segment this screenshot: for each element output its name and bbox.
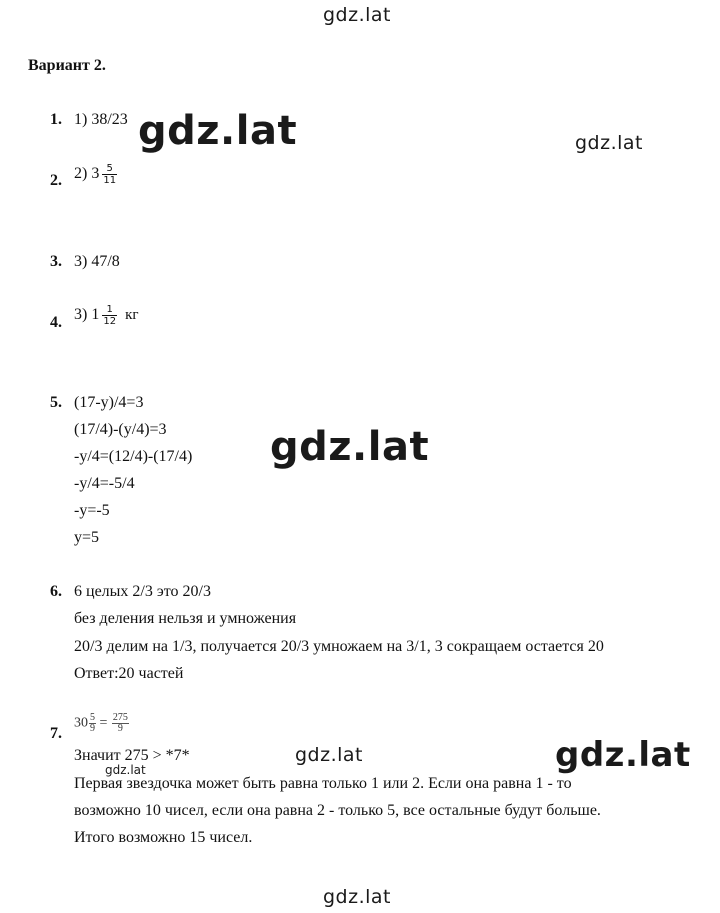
watermark-right: gdz.lat (575, 132, 644, 154)
item-2-text: 2) 3 (74, 165, 100, 183)
item-4-text: 3) 1 (74, 306, 100, 324)
watermark-tiny: gdz.lat (105, 763, 146, 777)
item-4-frac-top: 1 (102, 304, 117, 316)
item-2-frac-bottom: 11 (103, 175, 117, 186)
watermark-top: gdz.lat (323, 4, 392, 26)
item-7-line-1: Значит 275 > *7* (74, 747, 190, 764)
item-2-answer (74, 163, 117, 186)
item-3-number: 3. (50, 253, 62, 270)
item-7-line-4: Итого возможно 15 чисел. (74, 829, 253, 846)
item-4-number: 4. (50, 314, 62, 331)
item-7-f2-top: 275 (112, 712, 128, 723)
item-3-answer: 3) 47/8 (74, 253, 120, 270)
item-7-number: 7. (50, 725, 62, 742)
item-7-line-2: Первая звездочка может быть равна только 1 или 2. Если она равна 1 - то (74, 775, 572, 792)
item-6-line-1: 6 целых 2/3 это 20/3 (74, 583, 211, 600)
item-7-f1-top: 5 (90, 712, 95, 723)
item-2-frac-top: 5 (102, 163, 117, 175)
page-title: Вариант 2. (28, 57, 106, 74)
item-1-answer: 1) 38/23 (74, 111, 128, 128)
watermark-big-left: gdz.lat (138, 108, 298, 154)
item-6-line-3: 20/3 делим на 1/3, получается 20/3 умножаем на 3/1, 3 сокращаем остается 20 (74, 638, 604, 655)
item-7-fraction-2 (112, 713, 129, 734)
item-4-unit: кг (125, 307, 139, 324)
item-5-line-2: (17/4)-(y/4)=3 (74, 421, 167, 438)
item-7-fraction-1 (89, 713, 96, 734)
item-4-fraction (102, 304, 117, 327)
item-4-frac-bottom: 12 (103, 316, 117, 327)
item-2-fraction (102, 163, 117, 186)
item-5-number: 5. (50, 394, 62, 411)
item-1-number: 1. (50, 111, 62, 128)
item-7-f1-bottom: 9 (90, 723, 95, 734)
item-5-line-6: y=5 (74, 529, 100, 546)
watermark-big-center: gdz.lat (270, 424, 430, 470)
watermark-item7: gdz.lat (295, 744, 364, 766)
item-7-equation (74, 713, 129, 734)
item-6-line-2: без деления нельзя и умножения (74, 610, 297, 627)
item-4-answer (74, 304, 139, 327)
item-7-equals: = (99, 715, 108, 731)
item-2-number: 2. (50, 172, 62, 189)
item-5-line-3: -y/4=(12/4)-(17/4) (74, 448, 193, 465)
item-7-line-3: возможно 10 чисел, если она равна 2 - только 5, все остальные будут больше. (74, 802, 601, 819)
item-5-line-5: -y=-5 (74, 502, 110, 519)
watermark-big-right: gdz.lat (555, 735, 691, 775)
item-5-line-4: -y/4=-5/4 (74, 475, 135, 492)
item-6-line-4: Ответ:20 частей (74, 665, 184, 682)
item-7-f2-bottom: 9 (117, 723, 123, 734)
watermark-bottom: gdz.lat (323, 886, 392, 908)
item-6-number: 6. (50, 583, 62, 600)
item-5-line-1: (17-y)/4=3 (74, 394, 144, 411)
item-7-whole: 30 (74, 715, 88, 731)
